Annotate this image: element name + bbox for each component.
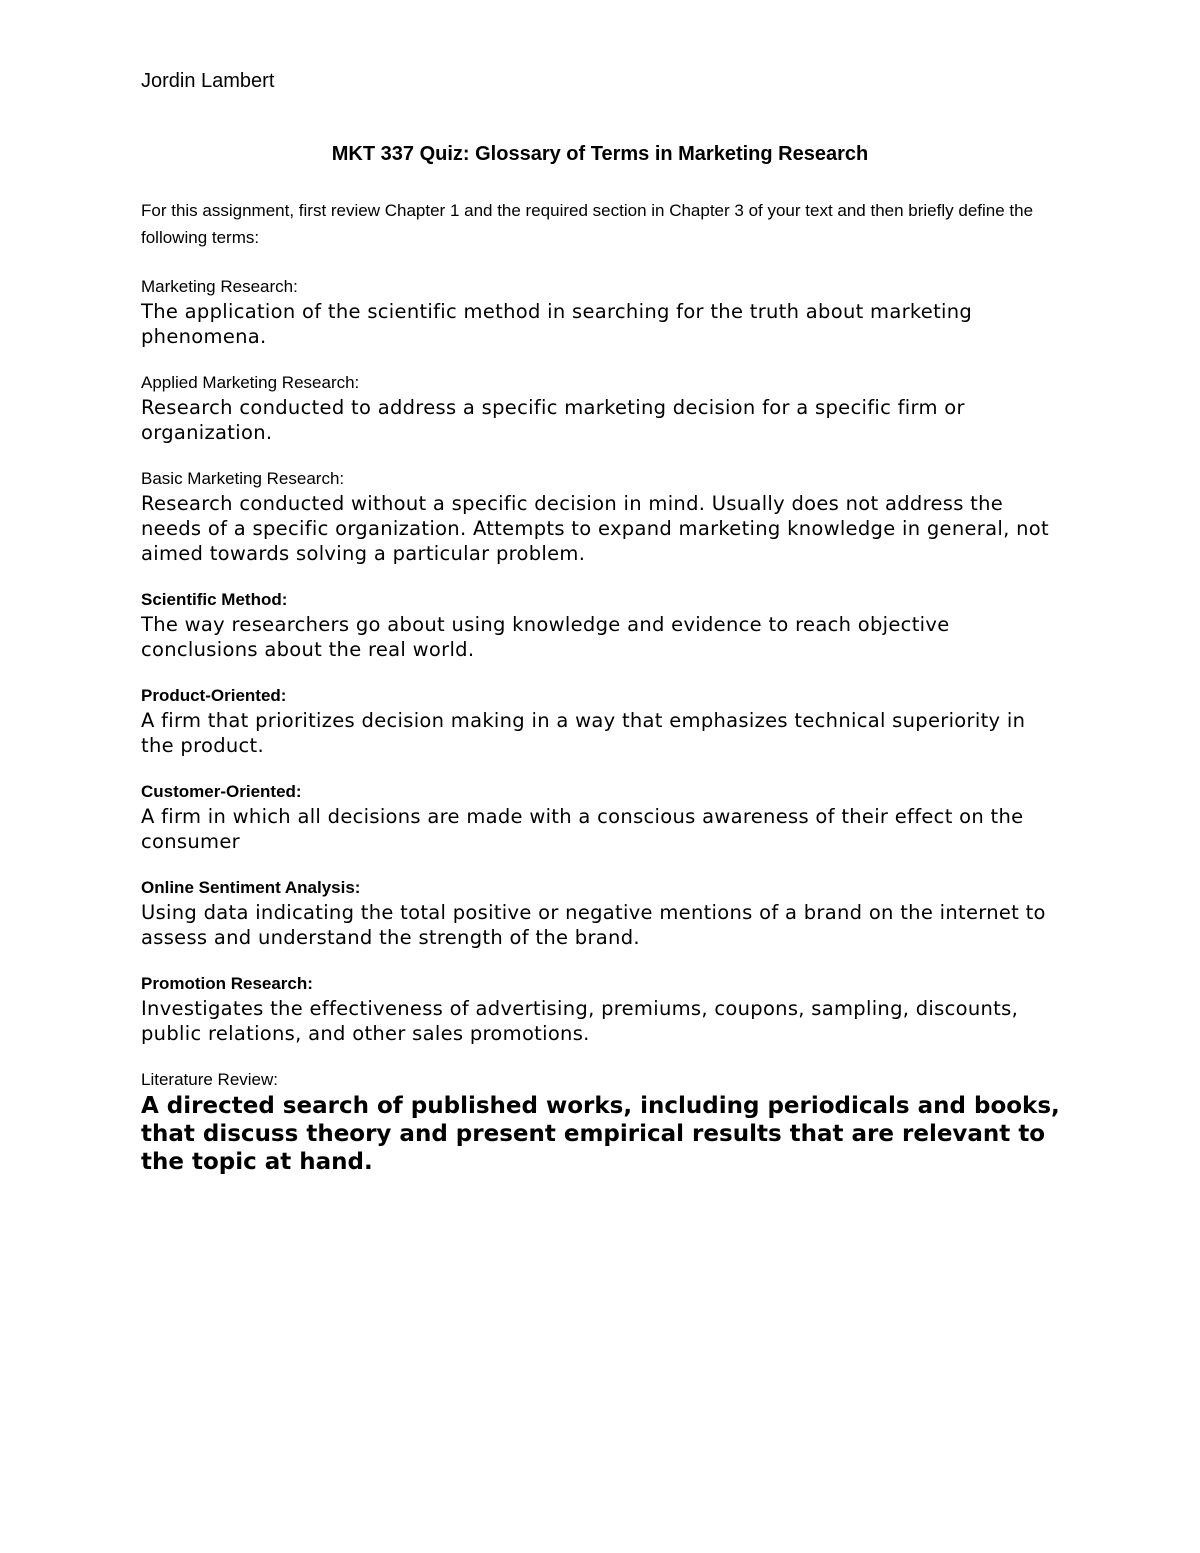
term-definition: Using data indicating the total positive or negative mentions of a brand on the internet to assess and understand the strength of the brand. [141,901,1046,949]
term-label: Product-Oriented: [141,686,287,705]
author-name: Jordin Lambert [141,70,275,92]
term-definition: Investigates the effectiveness of advertising, premiums, coupons, sampling, discounts, public relations, and other sales promotions. [141,997,1019,1045]
term-label: Online Sentiment Analysis: [141,878,361,897]
glossary-entry [141,972,1061,1046]
glossary-entry [141,876,1061,950]
term-label: Basic Marketing Research: [141,469,345,488]
term-label: Scientific Method: [141,590,288,609]
page-title: MKT 337 Quiz: Glossary of Terms in Marketing Research [331,143,869,165]
glossary-entry [141,467,1061,566]
term-definition: A firm that prioritizes decision making in a way that emphasizes technical superiority in the product. [141,709,1026,757]
glossary-entry [141,588,1061,662]
instructions-text: For this assignment, first review Chapter 1 and the required section in Chapter 3 of your text and then briefly define the following terms: [141,201,1034,247]
term-definition: The application of the scientific method in searching for the truth about marketing phenomena. [141,300,973,348]
term-definition: Research conducted without a specific decision in mind. Usually does not address the needs of a specific organization. Attempts to expand marketing knowledge in general, not aimed towards solving a particular problem. [141,492,1049,565]
term-definition: Research conducted to address a specific marketing decision for a specific firm or organization. [141,396,965,444]
glossary-entry [141,684,1061,758]
glossary-entry [141,371,1061,445]
term-label: Customer-Oriented: [141,782,302,801]
term-label: Applied Marketing Research: [141,373,360,392]
term-definition: A firm in which all decisions are made with a conscious awareness of their effect on the consumer [141,805,1024,853]
term-definition: A directed search of published works, including periodicals and books, that discuss theory and present empirical results that are relevant to the topic at hand. [141,1093,1060,1175]
term-definition: The way researchers go about using knowledge and evidence to reach objective conclusions about the real world. [141,613,950,661]
glossary-entry [141,1068,1061,1176]
glossary-list [141,275,1061,1198]
term-label: Promotion Research: [141,974,313,993]
term-label: Marketing Research: [141,277,298,296]
glossary-entry [141,780,1061,854]
term-label: Literature Review: [141,1070,279,1089]
glossary-entry [141,275,1061,349]
